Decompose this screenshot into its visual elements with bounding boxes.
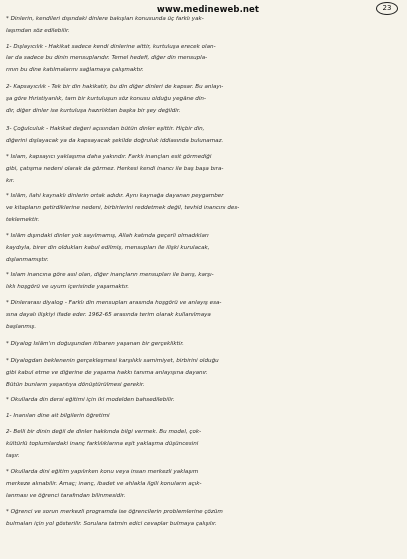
text-line: bulmaları için yol gösterilir. Sorulara tatmin edici cevaplar bulmaya çalışılır. <box>6 521 217 527</box>
text-line: laşımdan söz edilebilir. <box>6 28 70 34</box>
text-line: * Diyalog İslâm'ın doğuşundan itibaren yaşanan bir gerçekliktir. <box>6 341 184 347</box>
text-line: merkeze alınabilir. Amaç; inanç, ibadet ve ahlakla ilgili konuların açık- <box>6 481 202 487</box>
text-line: dışlanmamıştır. <box>6 257 49 263</box>
text-line: * Dinlerin, kendileri dışındaki dinlere bakışları konusunda üç farklı yak- <box>6 16 204 22</box>
site-watermark: www.medineweb.net <box>156 5 260 15</box>
text-line: dir, diğer dinler ise kurtuluşa hazırlıktan başka bir şey değildir. <box>6 108 181 114</box>
text-line: 2- Belli bir dinin değil de dinler hakkında bilgi vermek. Bu model, çok- <box>6 429 202 435</box>
text-line: sına dayalı ilişkiyi ifade eder. 1962-65 arasında terim olarak kullanılmaya <box>6 312 211 318</box>
text-line: taşır. <box>6 453 20 459</box>
text-line: 1- Dışlayıcılık - Hakikat sadece kendi dinlerine aittir, kurtuluşa erecek olan- <box>6 44 216 50</box>
text-line: * Dinlerarası diyalog - Farklı din mensupları arasında hoşgörü ve anlayış esa- <box>6 300 222 306</box>
page-number: 23 <box>376 2 398 15</box>
text-line: * İslam, kapsayıcı yaklaşıma daha yakındır. Farklı inançları esit görmediği <box>6 154 212 160</box>
text-line: lar da sadece bu dinin mensuplarıdır. Temel hedefi, diğer din mensupla- <box>6 55 208 61</box>
text-line: şa göre Hıristiyanlık, tam bir kurtuluşun söz konusu olduğu yegâne din- <box>6 96 206 102</box>
text-line: Bütün bunların yaşantıya dönüştürülmesi gerekir. <box>6 382 145 388</box>
text-line: gibi kabul etme ve diğerine de yaşama hakkı tanıma anlayışına dayanır. <box>6 370 208 376</box>
text-line: lanması ve öğrenci tarafından bilinmesidir. <box>6 493 126 499</box>
text-line: gibi, çatışma nedeni olarak da görmez. Herkesi kendi inancı ile baş başa bıra- <box>6 166 224 172</box>
text-line: * İslam inancına göre asıl olan, diğer inançların mensupları ile barış, karşı- <box>6 272 214 278</box>
text-line: 2- Kapsayıcılık - Tek bir din hakikatir, bu din diğer dinleri de kapsar. Bu anlayı- <box>6 84 224 90</box>
text-line: kaydıyla, birer din oldukları kabul edilmiş, mensupları ile ilişki kurulacak, <box>6 245 210 251</box>
text-line: * Diyalogdan beklenenin gerçekleşmesi karşılıklı samimiyet, birbirini olduğu <box>6 358 219 364</box>
text-line: başlanmış. <box>6 324 37 330</box>
text-line: * Okullarda dini eğitim yapılırken konu veya insan merkezli yaklaşım <box>6 469 199 475</box>
text-line: kır. <box>6 178 15 184</box>
text-line: * İslâm dışındaki dinler yok sayılmamış, Allah katında geçerli olmadıkları <box>6 233 209 239</box>
text-line: rının bu dine katılmalarını sağlamaya çalışmaktır. <box>6 67 144 73</box>
text-line: * Öğrenci ve sorun merkezli programda ise öğrencilerin problemlerine çözüm <box>6 509 223 515</box>
text-line: lıklı hoşgörü ve uyum içerisinde yaşamaktır. <box>6 284 130 290</box>
text-line: ve kitapların getirdiklerine nedeni, birbirlerini reddetmek değil, tevhid inancını des- <box>6 205 240 211</box>
text-line: 3- Çoğulculuk - Hakikat değeri açısından bütün dinler eşittir. Hiçbir din, <box>6 126 205 132</box>
text-line: teklemektir. <box>6 217 40 223</box>
text-line: kültürlü toplumlardaki inanç farklılıklarına eşit yaklaşma düşüncesini <box>6 441 199 447</box>
text-line: * Okullarda din dersi eğitimi için iki modelden bahsedilebilir. <box>6 397 175 403</box>
text-line: diğerini dışlayacak ya da kapsayacak şekilde doğruluk iddiasında bulunamaz. <box>6 138 224 144</box>
text-line: 1- İnanılan dine ait bilgilerin öğretimi <box>6 413 110 419</box>
text-line: * İslâm, ilahi kaynaklı dinlerin ortak adıdır. Aynı kaynağa dayanan peygamber <box>6 193 224 199</box>
